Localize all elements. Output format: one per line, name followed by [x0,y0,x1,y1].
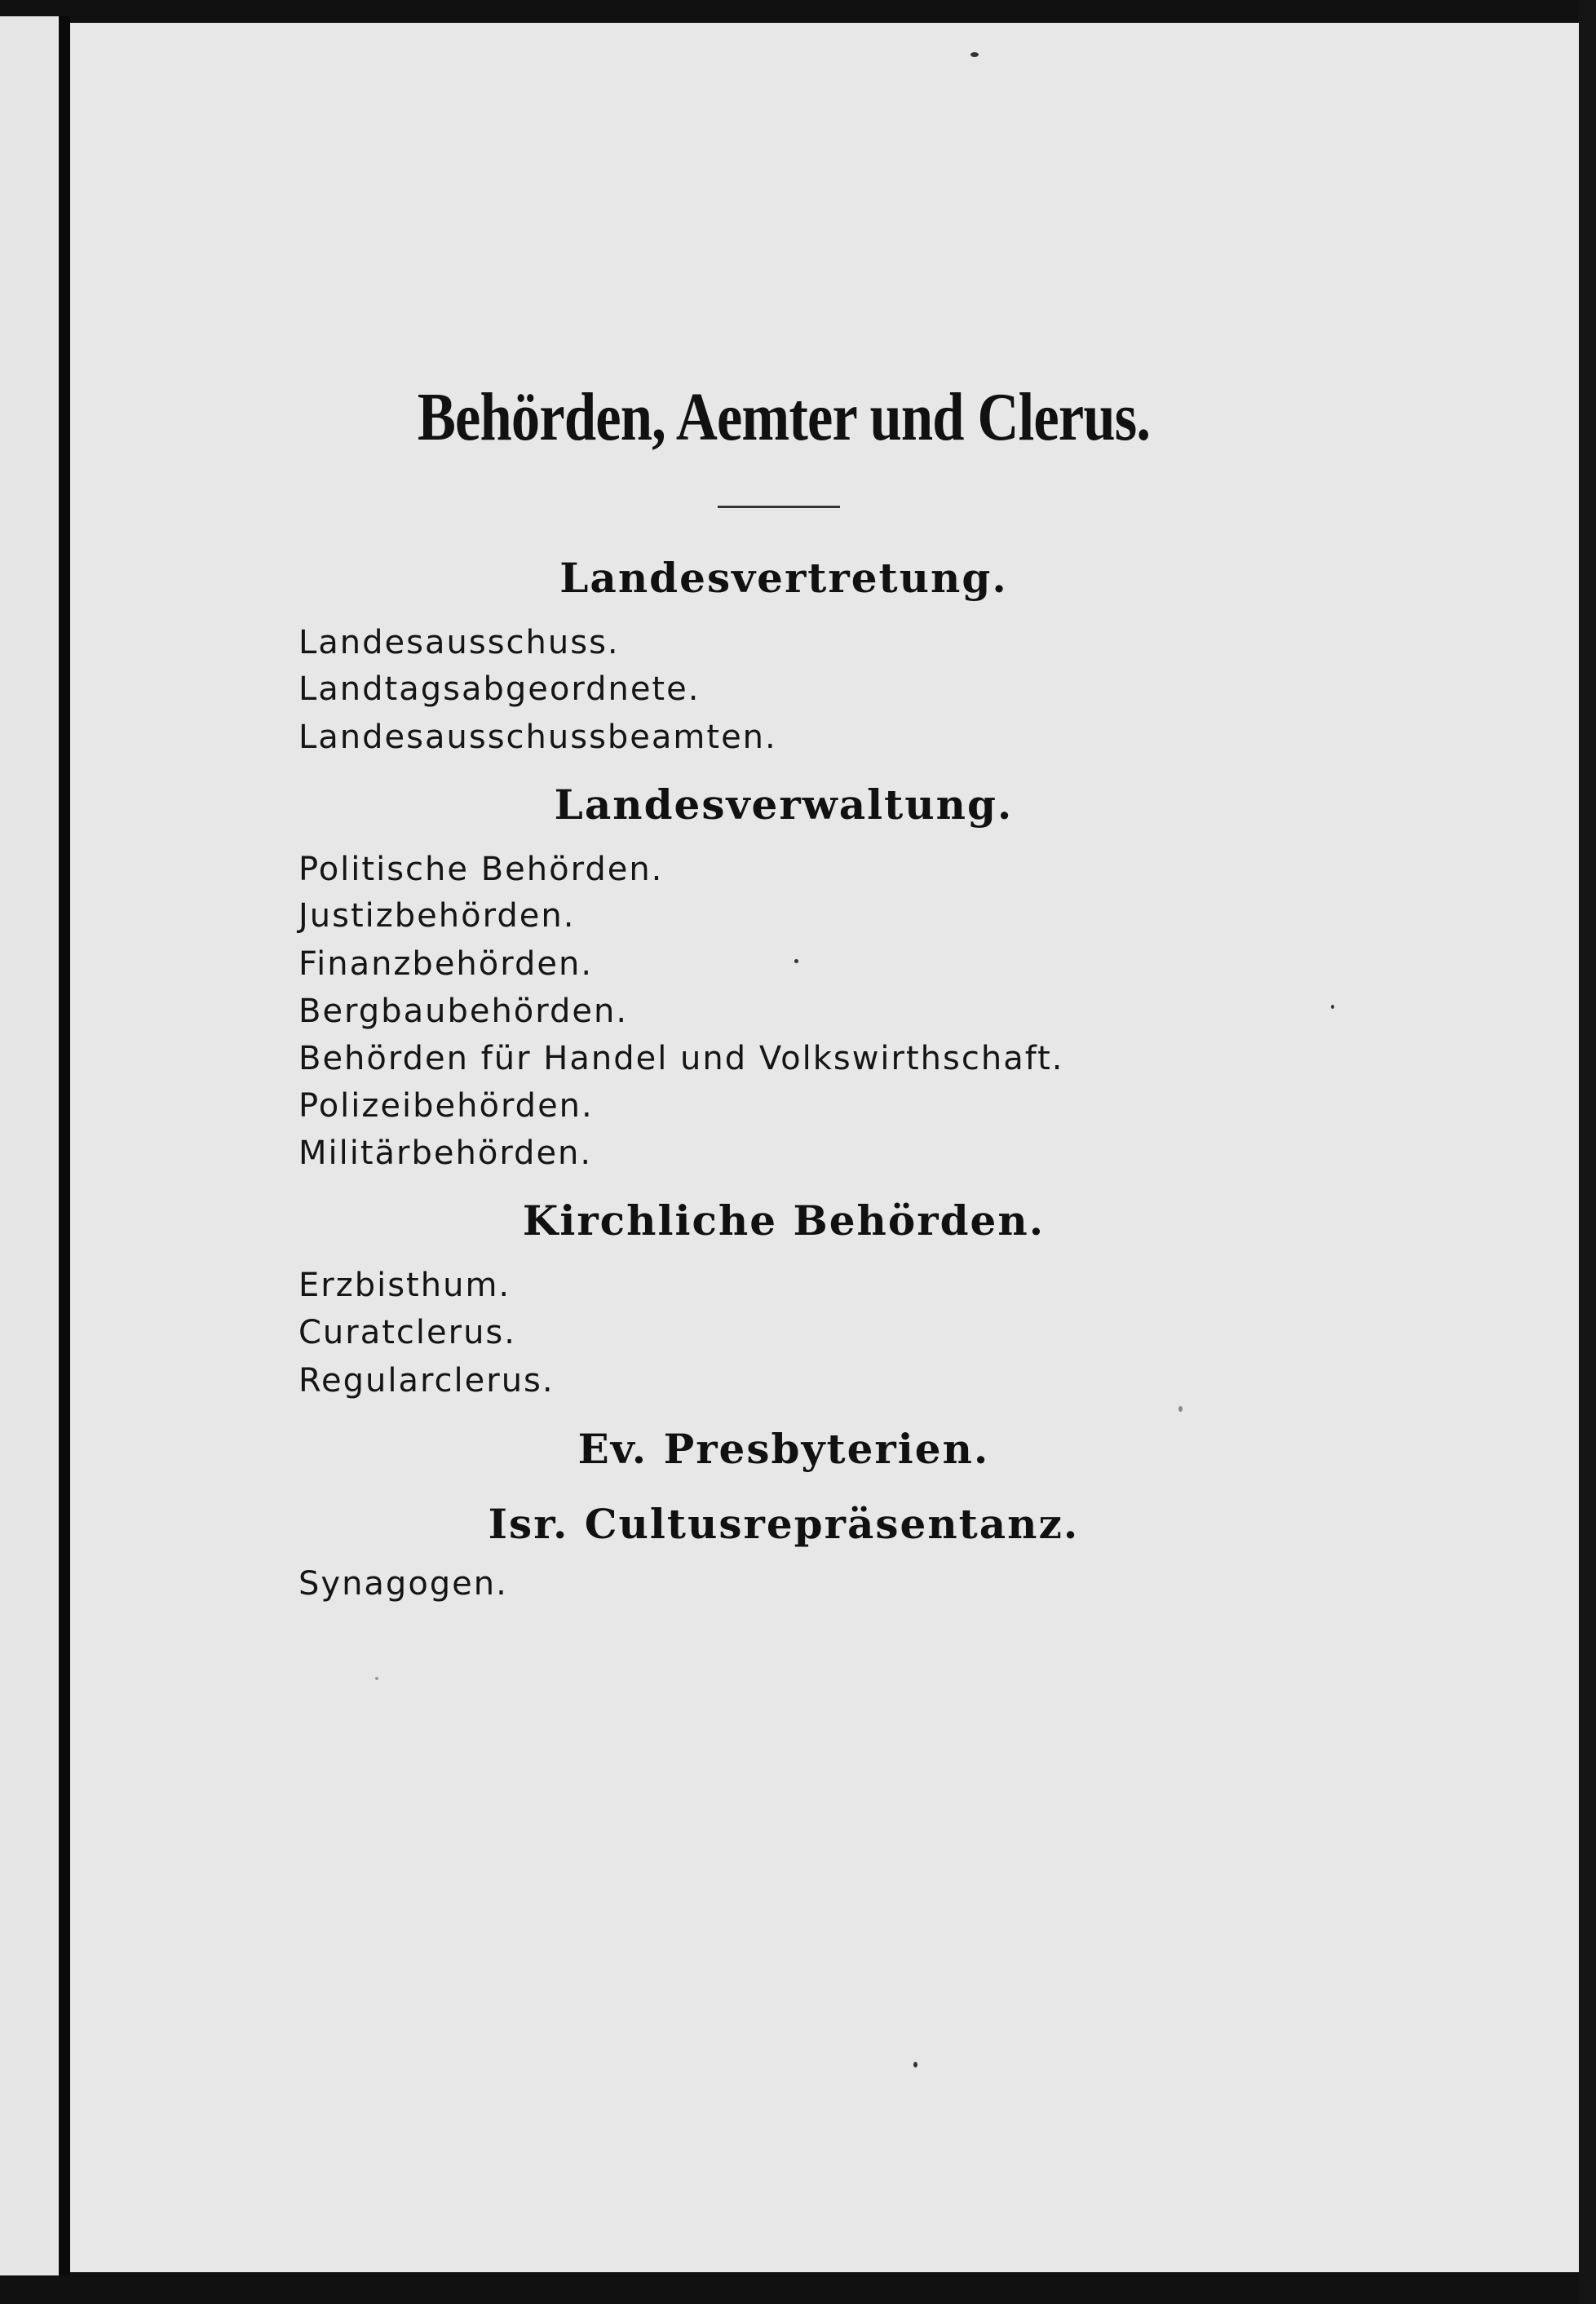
scan-speck [375,1677,378,1680]
list-item: Landesausschuss. [298,624,620,661]
list-item: Bergbaubehörden. [298,993,629,1030]
scan-speck [794,959,798,963]
page-title: Behörden, Aemter und Clerus. [417,379,1151,455]
list-item: Landtagsabgeordnete. [298,670,701,708]
previous-page-edge [0,16,59,2275]
list-item: Militärbehörden. [298,1134,593,1172]
scan-speck [913,2062,917,2067]
page-sheet [70,23,1579,2272]
scan-speck [1178,1406,1183,1412]
page-gutter [59,16,70,2275]
section-heading-isr-cultusrepraesentanz: Isr. Cultusrepräsentanz. [488,1500,1080,1548]
section-heading-kirchliche-behoerden: Kirchliche Behörden. [522,1196,1046,1245]
scan-speck [1331,1005,1334,1009]
section-heading-ev-presbyterien: Ev. Presbyterien. [577,1425,990,1473]
list-item: Synagogen. [298,1565,508,1603]
list-item: Curatclerus. [298,1314,516,1351]
list-item: Politische Behörden. [298,851,664,888]
list-item: Finanzbehörden. [298,945,594,983]
list-item: Polizeibehörden. [298,1087,594,1125]
scan-speck [970,52,979,57]
list-item: Erzbisthum. [298,1267,511,1304]
section-heading-landesvertretung: Landesvertretung. [559,554,1008,602]
list-item: Landesausschussbeamten. [298,719,777,756]
list-item: Justizbehörden. [298,897,576,935]
list-item: Behörden für Handel und Volkswirthschaft. [298,1040,1064,1077]
section-heading-landesverwaltung: Landesverwaltung. [554,781,1014,829]
list-item: Regularclerus. [298,1362,555,1400]
title-rule [718,506,840,508]
scan-border [1579,0,1596,2304]
